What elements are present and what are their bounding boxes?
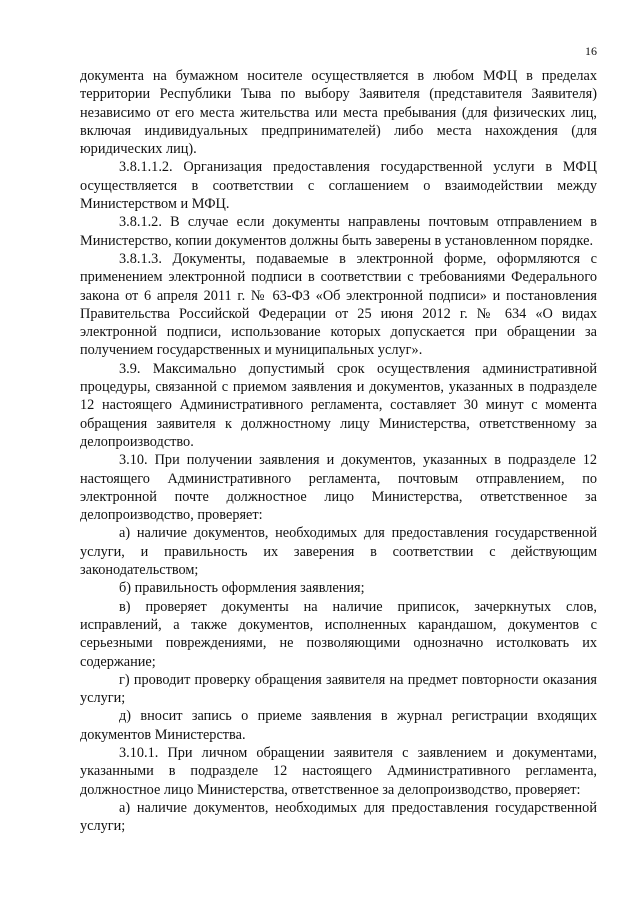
paragraph-3-8-1-3: 3.8.1.3. Документы, подаваемые в электронной форме, оформляются с применением электронной подписи в соответствии с требованиями Федерального закона от 6 апреля 2011 г. № 63-ФЗ «Об электронной подписи» и постановления Правительства Российской Федерации от 25 июня 2012 г. № 634 «О видах электронной подписи, использование которых допускается при обращении за получением государственных и муниципальных услуг». (80, 250, 597, 359)
list-item-v: в) проверяет документы на наличие приписок, зачеркнутых слов, исправлений, а также документов, исполненных карандашом, документов с серьезными повреждениями, не позволяющими однозначно истолковать их содержание; (80, 598, 597, 670)
list-item-a: а) наличие документов, необходимых для предоставления государственной услуги, и правильность их заверения в соответствии с действующим законодательством; (80, 525, 597, 579)
paragraph-3-8-1-1-2: 3.8.1.1.2. Организация предоставления государственной услуги в МФЦ осуществляется в соответствии с соглашением о взаимодействии между Министерством и МФЦ. (80, 159, 597, 213)
paragraph-3-8-1-2: 3.8.1.2. В случае если документы направлены почтовым отправлением в Министерство, копии документов должны быть заверены в установленном порядке. (80, 214, 597, 249)
paragraph-3-10-1: 3.10.1. При личном обращении заявителя с заявлением и документами, указанными в подразделе 12 настоящего Административного регламента, должностное лицо Министерства, ответственное за делопроизводство, проверяет: (80, 744, 597, 798)
page-number: 16 (585, 44, 597, 58)
list-item-a-personal: а) наличие документов, необходимых для предоставления государственной услуги; (80, 799, 597, 835)
document-body (80, 67, 597, 835)
paragraph-3-9: 3.9. Максимально допустимый срок осуществления административной процедуры, связанной с приемом заявления и документов, указанных в подразделе 12 настоящего Административного регламента, составляет 30 минут с момента обращения заявителя к должностному лицу Министерства, ответственному за делопроизводство. (80, 360, 597, 450)
list-item-d: д) вносит запись о приеме заявления в журнал регистрации входящих документов Министерства. (80, 708, 597, 743)
list-item-b: б) правильность оформления заявления; (119, 580, 365, 597)
list-item-g: г) проводит проверку обращения заявителя на предмет повторности оказания услуги; (80, 671, 597, 707)
paragraph-continuation: документа на бумажном носителе осуществляется в любом МФЦ в пределах территории Республики Тыва по выбору Заявителя (представителя Заявителя) независимо от его места жительства или места пребывания (для физических лиц, включая индивидуальных предпринимателей) либо места нахождения (для юридических лиц). (80, 68, 597, 158)
paragraph-3-10: 3.10. При получении заявления и документов, указанных в подразделе 12 настоящего Административного регламента, почтовым отправлением, по электронной почте должностное лицо Министерства, ответственное за делопроизводство, проверяет: (80, 452, 597, 524)
